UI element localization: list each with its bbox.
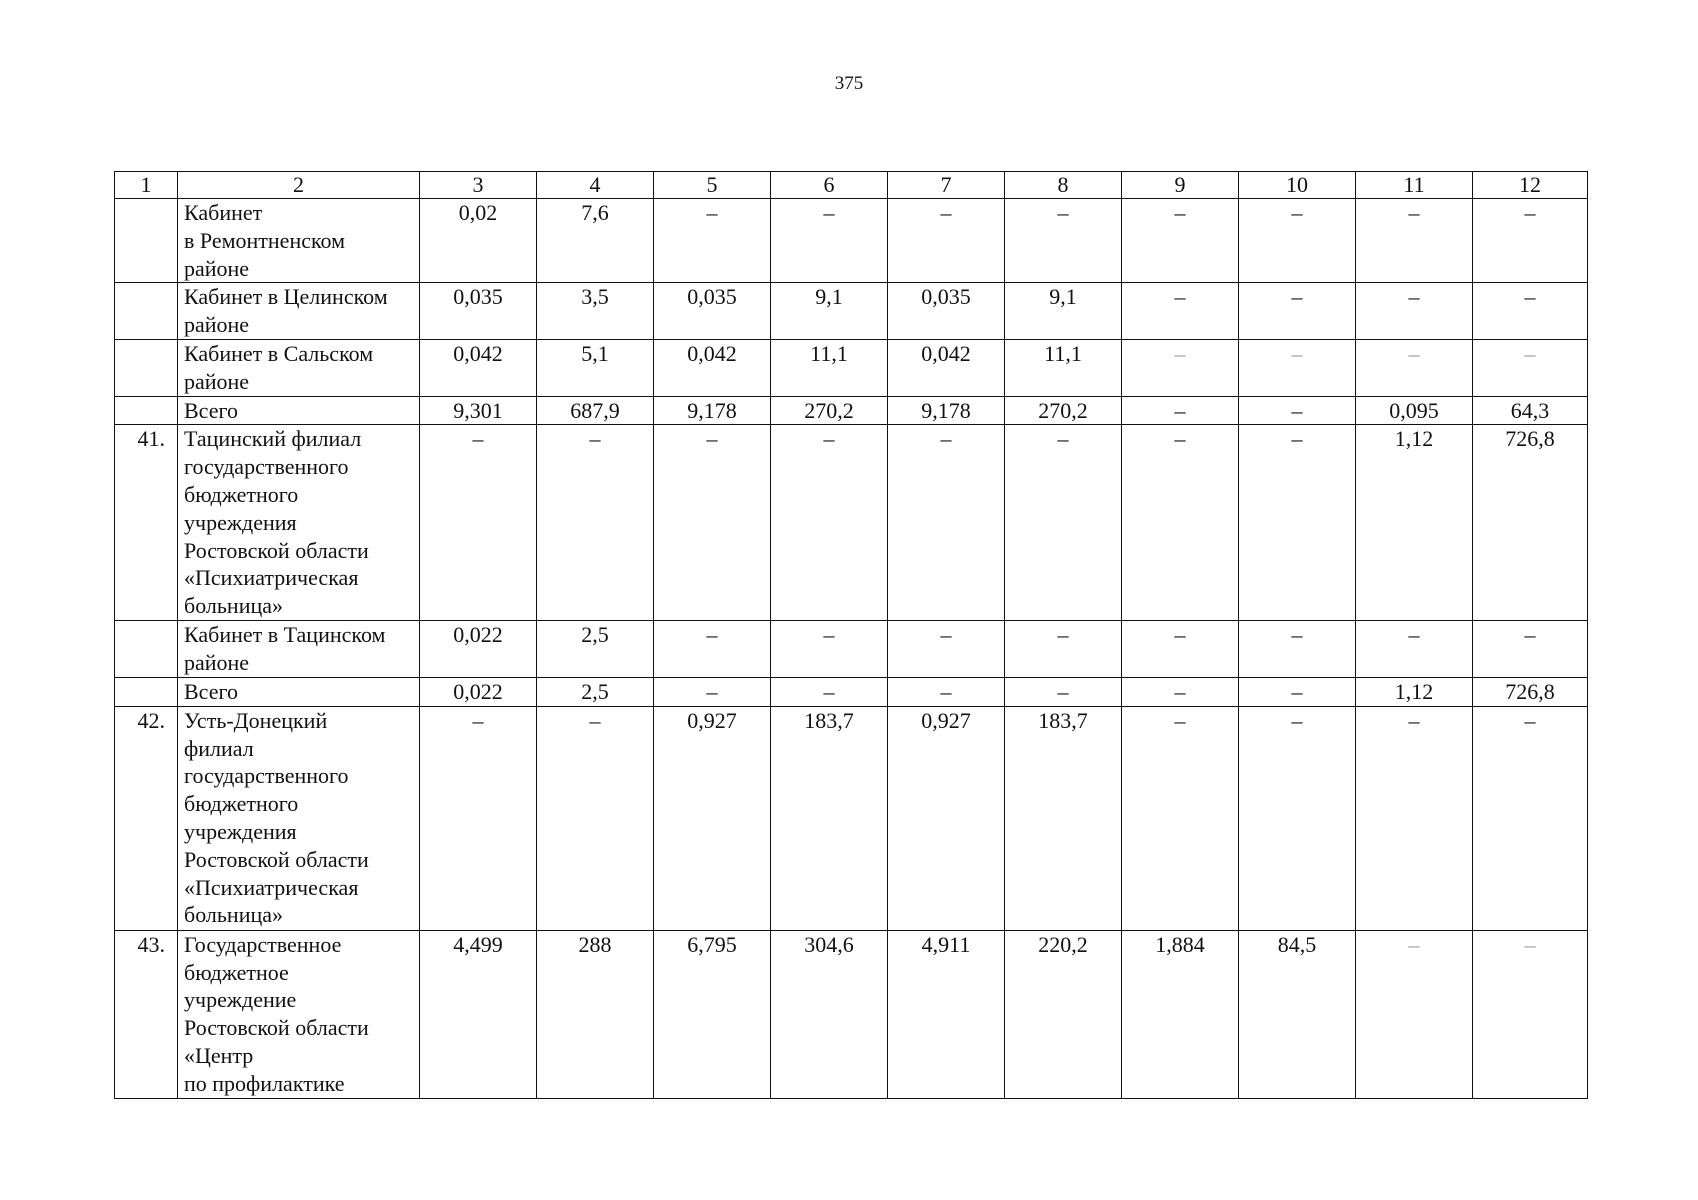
row-name-cell <box>178 339 420 396</box>
column-header: 10 <box>1239 172 1356 199</box>
row-name-line: Всего <box>184 678 238 704</box>
row-number-cell <box>115 621 178 678</box>
value-cell: – <box>1122 706 1239 930</box>
table-row <box>115 706 1588 930</box>
value-cell: – <box>1473 930 1588 1098</box>
value-cell: – <box>420 706 537 930</box>
value-cell: – <box>1239 621 1356 678</box>
row-name-cell <box>178 283 420 340</box>
value-cell: – <box>1356 199 1473 283</box>
row-name-cell <box>178 199 420 283</box>
value-cell: – <box>1122 283 1239 340</box>
value-cell: – <box>1356 283 1473 340</box>
value-cell: – <box>771 677 888 706</box>
value-cell: 9,1 <box>771 283 888 340</box>
row-name-line: бюджетное <box>184 959 289 985</box>
column-header: 12 <box>1473 172 1588 199</box>
value-cell: – <box>888 621 1005 678</box>
value-cell: – <box>1239 199 1356 283</box>
row-name-line: районе <box>184 255 250 281</box>
value-cell: – <box>1122 621 1239 678</box>
value-cell: – <box>1122 339 1239 396</box>
row-name-cell <box>178 677 420 706</box>
value-cell: 9,178 <box>654 396 771 425</box>
table-row <box>115 621 1588 678</box>
value-cell: 183,7 <box>771 706 888 930</box>
value-cell: – <box>1122 396 1239 425</box>
row-name-line: Ростовской области <box>184 846 369 872</box>
value-cell: – <box>1239 706 1356 930</box>
value-cell: 9,301 <box>420 396 537 425</box>
row-name-line: филиал <box>184 735 254 761</box>
value-cell: – <box>888 425 1005 621</box>
row-number-cell: 41. <box>115 425 178 621</box>
value-cell: 0,035 <box>654 283 771 340</box>
value-cell: – <box>771 425 888 621</box>
row-name-line: районе <box>184 650 250 676</box>
value-cell: 0,927 <box>654 706 771 930</box>
value-cell: – <box>537 425 654 621</box>
value-cell: 1,12 <box>1356 677 1473 706</box>
value-cell: 11,1 <box>1005 339 1122 396</box>
page-number: 375 <box>834 73 864 94</box>
value-cell: – <box>1122 425 1239 621</box>
value-cell: 1,12 <box>1356 425 1473 621</box>
value-cell: – <box>1005 621 1122 678</box>
value-cell: 270,2 <box>1005 396 1122 425</box>
row-name-line: в Ремонтненском <box>184 227 346 253</box>
value-cell: 0,042 <box>420 339 537 396</box>
value-cell: – <box>1239 283 1356 340</box>
value-cell: 9,178 <box>888 396 1005 425</box>
value-cell: 0,042 <box>888 339 1005 396</box>
value-cell: 4,499 <box>420 930 537 1098</box>
table-row <box>115 396 1588 425</box>
row-number-cell <box>115 396 178 425</box>
column-header: 9 <box>1122 172 1239 199</box>
value-cell: – <box>1239 425 1356 621</box>
value-cell: 0,022 <box>420 677 537 706</box>
value-cell: 0,02 <box>420 199 537 283</box>
row-name-line: «Психиатрическая <box>184 565 359 591</box>
value-cell: 0,042 <box>654 339 771 396</box>
value-cell: – <box>654 677 771 706</box>
row-name-cell <box>178 396 420 425</box>
value-cell: – <box>1122 199 1239 283</box>
row-name-cell <box>178 706 420 930</box>
value-cell: 7,6 <box>537 199 654 283</box>
value-cell: 726,8 <box>1473 425 1588 621</box>
row-number-cell: 43. <box>115 930 178 1098</box>
value-cell: – <box>1122 677 1239 706</box>
table-row <box>115 199 1588 283</box>
column-header: 7 <box>888 172 1005 199</box>
row-number-cell <box>115 283 178 340</box>
value-cell: 4,911 <box>888 930 1005 1098</box>
value-cell: – <box>771 621 888 678</box>
row-name-line: учреждения <box>184 818 297 844</box>
value-cell: – <box>537 706 654 930</box>
row-name-line: Усть-Донецкий <box>184 707 328 733</box>
table-row <box>115 283 1588 340</box>
row-name-line: Тацинский филиал <box>184 426 362 452</box>
value-cell: – <box>1239 677 1356 706</box>
row-name-cell <box>178 930 420 1098</box>
row-name-line: районе <box>184 312 250 338</box>
value-cell: 3,5 <box>537 283 654 340</box>
value-cell: 9,1 <box>1005 283 1122 340</box>
row-name-line: районе <box>184 368 250 394</box>
column-number-row <box>115 172 1588 199</box>
value-cell: – <box>1239 396 1356 425</box>
column-header: 2 <box>178 172 420 199</box>
value-cell: – <box>1473 621 1588 678</box>
value-cell: – <box>1005 677 1122 706</box>
table-row <box>115 677 1588 706</box>
column-header: 8 <box>1005 172 1122 199</box>
row-name-cell <box>178 621 420 678</box>
value-cell: 288 <box>537 930 654 1098</box>
value-cell: – <box>654 199 771 283</box>
row-number-cell: 42. <box>115 706 178 930</box>
table-body <box>115 172 1588 1099</box>
row-name-line: Кабинет в Целинском <box>184 284 388 310</box>
value-cell: 2,5 <box>537 621 654 678</box>
value-cell: 0,927 <box>888 706 1005 930</box>
value-cell: 270,2 <box>771 396 888 425</box>
row-name-line: Ростовской области <box>184 1015 369 1041</box>
value-cell: 0,095 <box>1356 396 1473 425</box>
column-header: 11 <box>1356 172 1473 199</box>
row-number-cell <box>115 677 178 706</box>
row-name-line: Государственное <box>184 931 342 957</box>
value-cell: – <box>654 621 771 678</box>
value-cell: – <box>1356 621 1473 678</box>
value-cell: – <box>1005 425 1122 621</box>
column-header: 3 <box>420 172 537 199</box>
row-name-line: Кабинет <box>184 200 263 225</box>
value-cell: 5,1 <box>537 339 654 396</box>
row-name-line: «Центр <box>184 1042 254 1068</box>
column-header: 6 <box>771 172 888 199</box>
value-cell: – <box>1239 339 1356 396</box>
row-name-cell <box>178 425 420 621</box>
value-cell: 0,035 <box>888 283 1005 340</box>
value-cell: – <box>654 425 771 621</box>
column-header: 4 <box>537 172 654 199</box>
row-name-line: учреждения <box>184 509 297 535</box>
data-table <box>114 171 1588 1099</box>
value-cell: – <box>1473 283 1588 340</box>
value-cell: 2,5 <box>537 677 654 706</box>
row-name-line: Кабинет в Сальском <box>184 340 374 366</box>
row-number-cell <box>115 199 178 283</box>
row-name-line: больница» <box>184 902 283 928</box>
row-name-line: государственного <box>184 763 349 789</box>
value-cell: 304,6 <box>771 930 888 1098</box>
value-cell: 726,8 <box>1473 677 1588 706</box>
value-cell: 220,2 <box>1005 930 1122 1098</box>
value-cell: 0,022 <box>420 621 537 678</box>
value-cell: 1,884 <box>1122 930 1239 1098</box>
value-cell: 687,9 <box>537 396 654 425</box>
row-name-line: учреждение <box>184 987 297 1013</box>
value-cell: 0,035 <box>420 283 537 340</box>
value-cell: – <box>1473 339 1588 396</box>
column-header: 5 <box>654 172 771 199</box>
value-cell: – <box>888 677 1005 706</box>
value-cell: – <box>1473 199 1588 283</box>
row-name-line: «Психиатрическая <box>184 874 359 900</box>
value-cell: – <box>1473 706 1588 930</box>
value-cell: – <box>1356 706 1473 930</box>
value-cell: 11,1 <box>771 339 888 396</box>
value-cell: 183,7 <box>1005 706 1122 930</box>
row-name-line: Ростовской области <box>184 537 369 563</box>
table-row <box>115 425 1588 621</box>
row-name-line: Всего <box>184 397 238 423</box>
value-cell: 64,3 <box>1473 396 1588 425</box>
table-row <box>115 339 1588 396</box>
row-name-line: бюджетного <box>184 481 299 507</box>
row-name-line: Кабинет в Тацинском <box>184 622 386 648</box>
row-number-cell <box>115 339 178 396</box>
row-name-line: государственного <box>184 454 349 480</box>
value-cell: – <box>888 199 1005 283</box>
column-header: 1 <box>115 172 178 199</box>
value-cell: – <box>1005 199 1122 283</box>
row-name-line: бюджетного <box>184 791 299 817</box>
value-cell: 84,5 <box>1239 930 1356 1098</box>
value-cell: – <box>1356 339 1473 396</box>
table-row <box>115 930 1588 1098</box>
value-cell: – <box>1356 930 1473 1098</box>
row-name-line: больница» <box>184 593 283 619</box>
row-name-line: по профилактике <box>184 1070 345 1096</box>
value-cell: 6,795 <box>654 930 771 1098</box>
value-cell: – <box>771 199 888 283</box>
value-cell: – <box>420 425 537 621</box>
